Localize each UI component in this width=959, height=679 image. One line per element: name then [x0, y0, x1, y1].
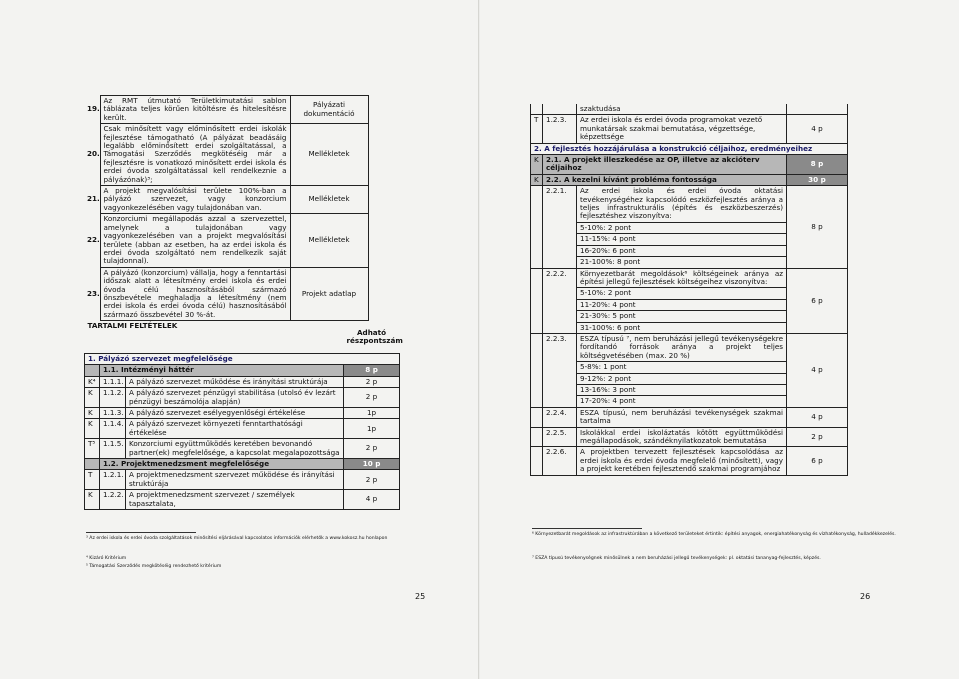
subsection-title: 2.2. A kezelni kívánt probléma fontossága: [543, 174, 787, 185]
criterion-points: 1p: [344, 408, 400, 419]
criterion-text: A projektmenedzsment szervezet / személyek tapasztalata,: [126, 490, 344, 510]
criterion-code: 2.2.2.: [543, 268, 577, 333]
row-text: Csak minősített vagy előminősített erdei iskolák fejlesztése támogatható (A pályázat beadásáig legalább előminősített erdei szolgáltatással, a Támogatási Szerződés megkötéséig már a fejlesztésre is vonatkozó minősített erdei iskola és erdei óvoda szolgáltatással kell rendelkeznie a pályázónak)³;: [100, 124, 290, 186]
criterion-text: Az erdei iskola és erdei óvoda oktatási tevékenységéhez kapcsolódó eszközfejlesztés aránya a teljes infrastrukturális (építés és eszközbeszerzés) fejlesztéshez viszonyítva:: [577, 186, 787, 223]
criterion-type: K: [85, 490, 100, 510]
spacer-cell: [531, 333, 543, 407]
criterion-points: 2 p: [344, 439, 400, 459]
criterion-code: 1.1.2.: [100, 388, 126, 408]
criterion-type: K: [85, 408, 100, 419]
row-number: 19.: [87, 104, 100, 114]
table-row: [531, 407, 848, 427]
spacer-cell: [531, 104, 543, 115]
footnote: ³ Az erdei iskola és erdei óvoda szolgáltatások minősítési eljárásával kapcsolatos információk elérhetők a www.kokosz.hu honlapon: [86, 536, 388, 541]
table-row: [84, 214, 368, 267]
table-row: [531, 333, 848, 361]
spacer-cell: [531, 407, 543, 427]
criterion-code: 1.1.3.: [100, 408, 126, 419]
criterion-code: 2.2.5.: [543, 427, 577, 447]
criterion-type: T⁵: [85, 439, 100, 459]
subsection-points: 8 p: [787, 155, 848, 175]
criterion-text: A pályázó szervezet működése és irányítási struktúrája: [126, 376, 344, 387]
row-document: Mellékletek: [290, 186, 368, 214]
table-row: [85, 419, 400, 439]
option-text: 16-20%: 6 pont: [577, 245, 787, 256]
table-row: [85, 439, 400, 459]
criterion-code: 2.2.3.: [543, 333, 577, 407]
criterion-type: K⁴: [85, 376, 100, 387]
table-row: [85, 365, 400, 376]
criterion-code: 2.2.6.: [543, 447, 577, 475]
criterion-points: 6 p: [787, 268, 848, 333]
criterion-code: 1.2.2.: [100, 490, 126, 510]
criterion-points: 4 p: [344, 490, 400, 510]
option-text: 13-16%: 3 pont: [577, 384, 787, 395]
footnote: ⁷ ESZA típusú tevékenységnek minősülnek a nem beruházási jellegű tevékenységek: pl. oktatási tananyag-fejlesztés, képzés.: [532, 556, 821, 561]
footnote: ⁵ Támogatási Szerződés megkötéséig rendezhető kritérium: [86, 564, 222, 569]
criterion-code: 2.2.1.: [543, 186, 577, 268]
criterion-code: 1.1.5.: [100, 439, 126, 459]
criterion-text: Konzorciumi együttműködés keretében bevonandó partner(ek) megfelelősége, a kapcsolat megalapozottsága: [126, 439, 344, 459]
criterion-type: T: [531, 115, 543, 143]
table-row: [531, 427, 848, 447]
option-text: 5-10%: 2 pont: [577, 222, 787, 233]
table-row: [85, 376, 400, 387]
option-text: 21-30%: 5 pont: [577, 311, 787, 322]
criterion-points: 4 p: [787, 333, 848, 407]
table-row: [85, 408, 400, 419]
section-heading: TARTALMI FELTÉTELEK: [85, 321, 344, 354]
eligibility-table: [84, 95, 369, 321]
page-number: 25: [415, 592, 426, 601]
option-text: 11-15%: 4 pont: [577, 234, 787, 245]
option-text: 31-100%: 6 pont: [577, 322, 787, 333]
section-title: 1. Pályázó szervezet megfelelősége: [85, 354, 400, 365]
criterion-points: 4 p: [787, 407, 848, 427]
row-text: Az RMT útmutató Területkimutatási sablon táblázata teljes körűen kitöltésre és hitelesítésre került.: [100, 96, 290, 124]
spacer-cell: [787, 104, 848, 115]
subsection-title: 1.1. Intézményi háttér: [100, 365, 344, 376]
page-left: [0, 0, 479, 679]
scoring-table-left: [84, 321, 403, 510]
table-row: [85, 354, 400, 365]
table-row: [531, 115, 848, 143]
table-row: [531, 268, 848, 288]
criterion-points: 1p: [344, 419, 400, 439]
criterion-text: szaktudása: [577, 104, 787, 115]
subsection-title: 1.2. Projektmenedzsment megfelelősége: [100, 459, 344, 470]
criterion-code: 1.2.1.: [100, 470, 126, 490]
table-row: [85, 459, 400, 470]
row-document: Mellékletek: [290, 214, 368, 267]
page-number: 26: [860, 592, 871, 601]
criterion-type: K: [531, 155, 543, 175]
footnote-rule: [86, 532, 196, 533]
criterion-points: 4 p: [787, 115, 848, 143]
criterion-text: A pályázó szervezet pénzügyi stabilitása (utolsó év lezárt pénzügyi beszámolója alapján): [126, 388, 344, 408]
criterion-points: 2 p: [787, 427, 848, 447]
row-document: Pályázati dokumentáció: [290, 96, 368, 124]
table-row: [84, 186, 368, 214]
footnote-rule: [532, 528, 642, 529]
subsection-points: 10 p: [344, 459, 400, 470]
option-text: 17-20%: 4 pont: [577, 396, 787, 407]
row-document: Projekt adatlap: [290, 267, 368, 320]
criterion-points: 8 p: [787, 186, 848, 268]
footnote: ⁶ Környezetbarát megoldások az infrastruktúrában a következő területeket értintik: építési anyagok, energiahatékonyság és vízhatékonyság, hulladékkezelés.: [532, 532, 896, 537]
page-right: [480, 0, 959, 679]
criterion-type: T: [85, 470, 100, 490]
spacer-cell: [85, 365, 100, 376]
row-number: 20.: [87, 149, 100, 159]
criterion-type: K: [85, 419, 100, 439]
criterion-text: A projektben tervezett fejlesztések kapcsolódása az erdei iskola és erdei óvoda megfelelő (minősített), vagy a projekt keretében fejlesztendő szakmai programjához: [577, 447, 787, 475]
spacer-cell: [543, 104, 577, 115]
option-text: 5-10%: 2 pont: [577, 288, 787, 299]
row-number: 22.: [87, 235, 100, 245]
criterion-text: Az erdei iskola és erdei óvoda programokat vezető munkatársak szakmai bemutatása, végzettsége, képzettsége: [577, 115, 787, 143]
criterion-text: A pályázó szervezet esélyegyenlőségi értékelése: [126, 408, 344, 419]
criterion-code: 1.2.3.: [543, 115, 577, 143]
criterion-text: ESZA típusú, nem beruházási tevékenységek szakmai tartalma: [577, 407, 787, 427]
section-title: 2. A fejlesztés hozzájárulása a konstrukció céljaihoz, eredményeihez: [531, 143, 848, 154]
criterion-text: A pályázó szervezet környezeti fenntarthatósági értékelése: [126, 419, 344, 439]
criterion-type: K: [531, 174, 543, 185]
subsection-points: 8 p: [344, 365, 400, 376]
table-row: [531, 143, 848, 154]
criterion-text: Környezetbarát megoldások⁶ költségeinek aránya az építési jellegű fejlesztések költségeihez viszonyítva:: [577, 268, 787, 288]
table-row: [531, 174, 848, 185]
criterion-text: Iskolákkal erdei iskoláztatás kötött együttműködési megállapodások, szándéknyilatkozatok bemutatása: [577, 427, 787, 447]
spacer-cell: [85, 459, 100, 470]
scoring-table-right: [530, 104, 848, 476]
option-text: 21-100%: 8 pont: [577, 257, 787, 268]
row-number: 21.: [87, 194, 100, 204]
row-text: Konzorciumi megállapodás azzal a szervezettel, amelynek a tulajdonában vagy vagyonkezelésében van a projekt megvalósítási területe (abban az esetben, ha az erdei iskola és erdei óvoda szolgáltató nem rendelkezik saját tulajdonnal).: [100, 214, 290, 267]
row-text: A projekt megvalósítási területe 100%-ban a pályázó szervezet, vagy konzorcium vagyonkezelésében vagy tulajdonában van.: [100, 186, 290, 214]
table-row: [531, 447, 848, 475]
table-row: [85, 490, 400, 510]
table-row: [84, 267, 368, 320]
table-row: [84, 124, 368, 186]
option-text: 11-20%: 4 pont: [577, 299, 787, 310]
table-row: [531, 104, 848, 115]
criterion-points: 2 p: [344, 470, 400, 490]
row-text: A pályázó (konzorcium) vállalja, hogy a fenntartási időszak alatt a létesítmény erdei iskola és erdei óvoda célú hasznosításából származó önszbevétele meghaladja a létesítmény (nem erdei iskola és erdei óvoda célú) hasznosításából származó összbevétel 30 %-át.: [100, 267, 290, 320]
spacer-cell: [531, 186, 543, 268]
column-header-points: Adható részpontszám: [346, 327, 403, 345]
row-number: 23.: [87, 288, 100, 298]
criterion-type: K: [85, 388, 100, 408]
criterion-points: 2 p: [344, 376, 400, 387]
spacer-cell: [531, 268, 543, 333]
criterion-points: 6 p: [787, 447, 848, 475]
table-row: [531, 186, 848, 223]
criterion-text: A projektmenedzsment szervezet működése és irányítási struktúrája: [126, 470, 344, 490]
criterion-points: 2 p: [344, 388, 400, 408]
table-row: [85, 470, 400, 490]
row-document: Mellékletek: [290, 124, 368, 186]
criterion-code: 1.1.4.: [100, 419, 126, 439]
footnote: ⁴ Kizáró Kritérium: [86, 556, 127, 561]
table-row: [84, 96, 368, 124]
option-text: 9-12%: 2 pont: [577, 373, 787, 384]
spacer-cell: [531, 427, 543, 447]
table-header-row: [85, 321, 400, 354]
criterion-text: ESZA típusú ⁷, nem beruházási jellegű tevékenységekre fordítandó források aránya a projekt teljes költségvetésében (max. 20 %): [577, 333, 787, 361]
option-text: 5-8%: 1 pont: [577, 362, 787, 373]
spacer-cell: [531, 447, 543, 475]
subsection-points: 30 p: [787, 174, 848, 185]
criterion-code: 1.1.1.: [100, 376, 126, 387]
table-row: [531, 155, 848, 175]
criterion-code: 2.2.4.: [543, 407, 577, 427]
table-row: [85, 388, 400, 408]
subsection-title: 2.1. A projekt illeszkedése az OP, illetve az akcióterv céljaihoz: [543, 155, 787, 175]
